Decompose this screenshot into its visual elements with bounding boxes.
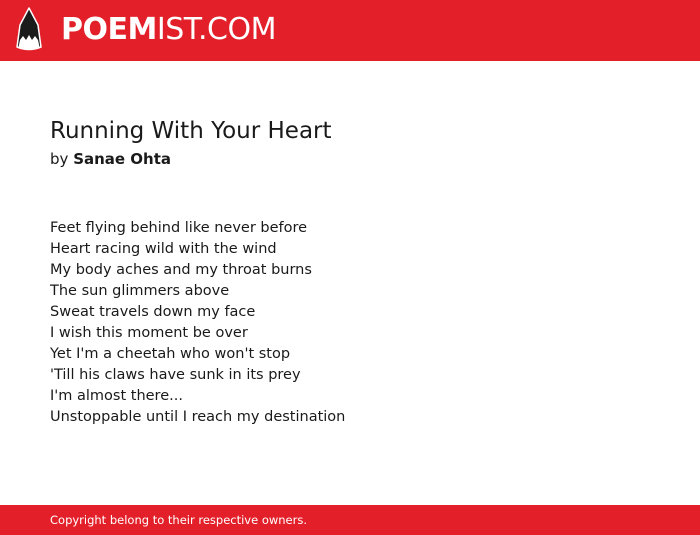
poem-line: Feet flying behind like never before <box>50 220 308 236</box>
pencil-tip-icon <box>14 7 44 53</box>
poem-line: Heart racing wild with the wind <box>50 241 277 257</box>
logo-text <box>61 7 276 53</box>
poem-line: I wish this moment be over <box>50 325 248 341</box>
site-footer <box>0 505 700 535</box>
logo-text-light: IST.COM <box>156 12 276 47</box>
poem-title: Running With Your Heart <box>50 118 332 144</box>
site-header <box>0 0 700 61</box>
poem-line: I'm almost there... <box>50 388 183 404</box>
copyright-text: Copyright belong to their respective owners. <box>50 513 308 527</box>
byline <box>50 149 650 169</box>
poem-line: Yet I'm a cheetah who won't stop <box>50 346 291 362</box>
poem-line: 'Till his claws have sunk in its prey <box>50 367 301 383</box>
site-logo-link[interactable] <box>14 7 276 53</box>
poem-body <box>50 218 650 428</box>
poem-line: My body aches and my throat burns <box>50 262 312 278</box>
poem-header <box>50 116 650 169</box>
poem-line: Unstoppable until I reach my destination <box>50 409 346 425</box>
poem-line: Sweat travels down my face <box>50 304 256 320</box>
poem-line: The sun glimmers above <box>50 283 230 299</box>
byline-prefix: by <box>50 150 69 168</box>
author-name: Sanae Ohta <box>73 150 172 168</box>
logo-text-bold: POEM <box>61 12 157 47</box>
